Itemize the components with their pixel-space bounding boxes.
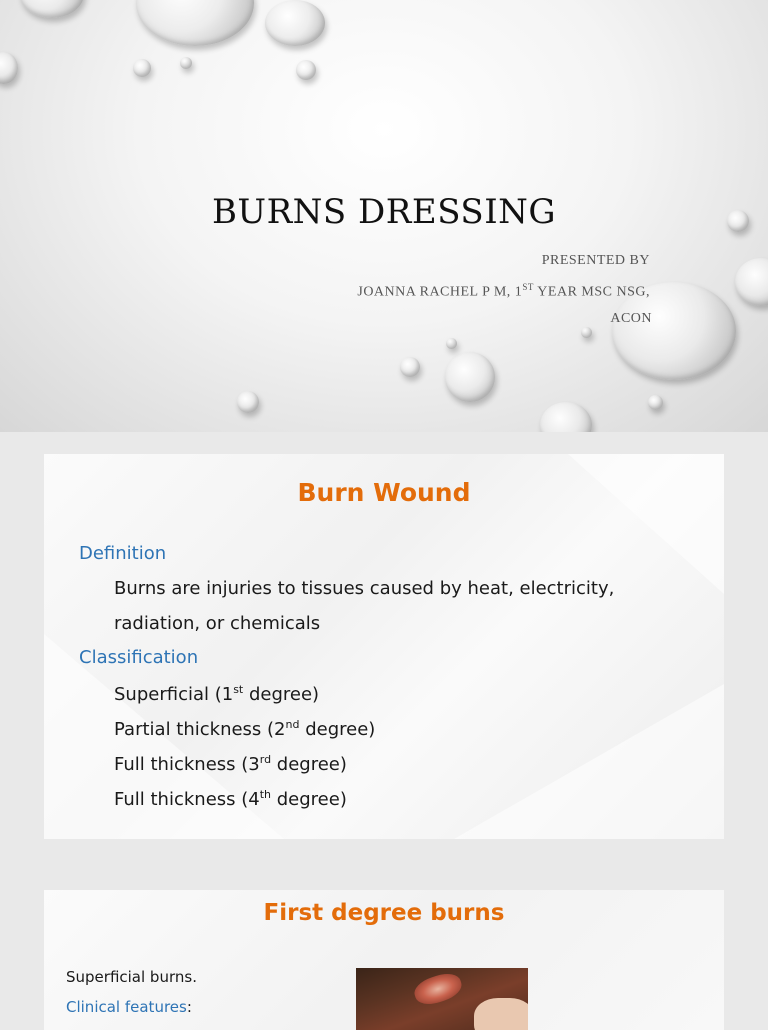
first-degree-slide: [44, 890, 724, 1030]
classification-item: [114, 718, 375, 740]
water-drop: [735, 258, 768, 306]
water-drop: [400, 357, 420, 377]
class-sup: rd: [259, 753, 272, 766]
water-drop: [540, 402, 592, 432]
presented-by-label: PRESENTED BY: [541, 253, 650, 268]
water-drop: [133, 59, 151, 77]
water-drop: [265, 0, 325, 46]
water-drop: [648, 395, 663, 410]
superficial-burns-text: Superficial burns.: [66, 968, 197, 986]
photo-wound-area: [411, 969, 465, 1009]
background-facet: [424, 684, 724, 839]
classification-heading: Classification: [79, 647, 199, 668]
title-slide: [0, 0, 768, 432]
water-drop: [0, 52, 18, 84]
class-text: degree): [299, 719, 376, 740]
classification-item: [114, 683, 319, 705]
classification-item: [114, 753, 347, 775]
presenter-name: [357, 282, 650, 301]
slide-heading: First degree burns: [263, 900, 505, 926]
class-text: Superficial (1: [114, 684, 234, 705]
clinical-features-colon: :: [186, 998, 192, 1016]
water-drop: [20, 0, 84, 18]
water-drop: [581, 327, 592, 338]
water-drop: [180, 57, 192, 69]
presenter-name-main: JOANNA RACHEL P M, 1: [357, 284, 523, 300]
class-text: degree): [243, 684, 320, 705]
water-drop: [136, 0, 254, 46]
classification-item: [114, 788, 347, 810]
class-text: degree): [271, 789, 347, 810]
presenter-superscript: ST: [522, 282, 534, 292]
water-drop: [296, 60, 316, 80]
institution-label: ACON: [610, 311, 652, 326]
class-text: Partial thickness (2: [114, 719, 286, 740]
burn-wound-slide: [44, 454, 724, 839]
definition-heading: Definition: [79, 543, 167, 564]
photo-skin-area: [474, 998, 528, 1030]
clinical-features-label: Clinical features: [66, 998, 187, 1016]
class-sup: nd: [285, 718, 300, 731]
slide-heading: Burn Wound: [297, 478, 471, 507]
burn-photo: [356, 968, 528, 1030]
presenter-name-rest: YEAR MSC NSG,: [533, 284, 650, 300]
slide-title: BURNS DRESSING: [211, 192, 557, 232]
definition-text-line2: radiation, or chemicals: [114, 613, 321, 634]
class-text: degree): [271, 754, 347, 775]
water-drop: [445, 352, 495, 402]
class-text: Full thickness (4: [114, 789, 260, 810]
class-text: Full thickness (3: [114, 754, 260, 775]
water-drop: [446, 338, 457, 349]
class-sup: th: [259, 788, 272, 801]
clinical-features-line: [66, 998, 192, 1016]
water-drop: [237, 391, 259, 413]
class-sup: st: [233, 683, 244, 696]
definition-text-line1: Burns are injuries to tissues caused by heat, electricity,: [114, 578, 615, 599]
